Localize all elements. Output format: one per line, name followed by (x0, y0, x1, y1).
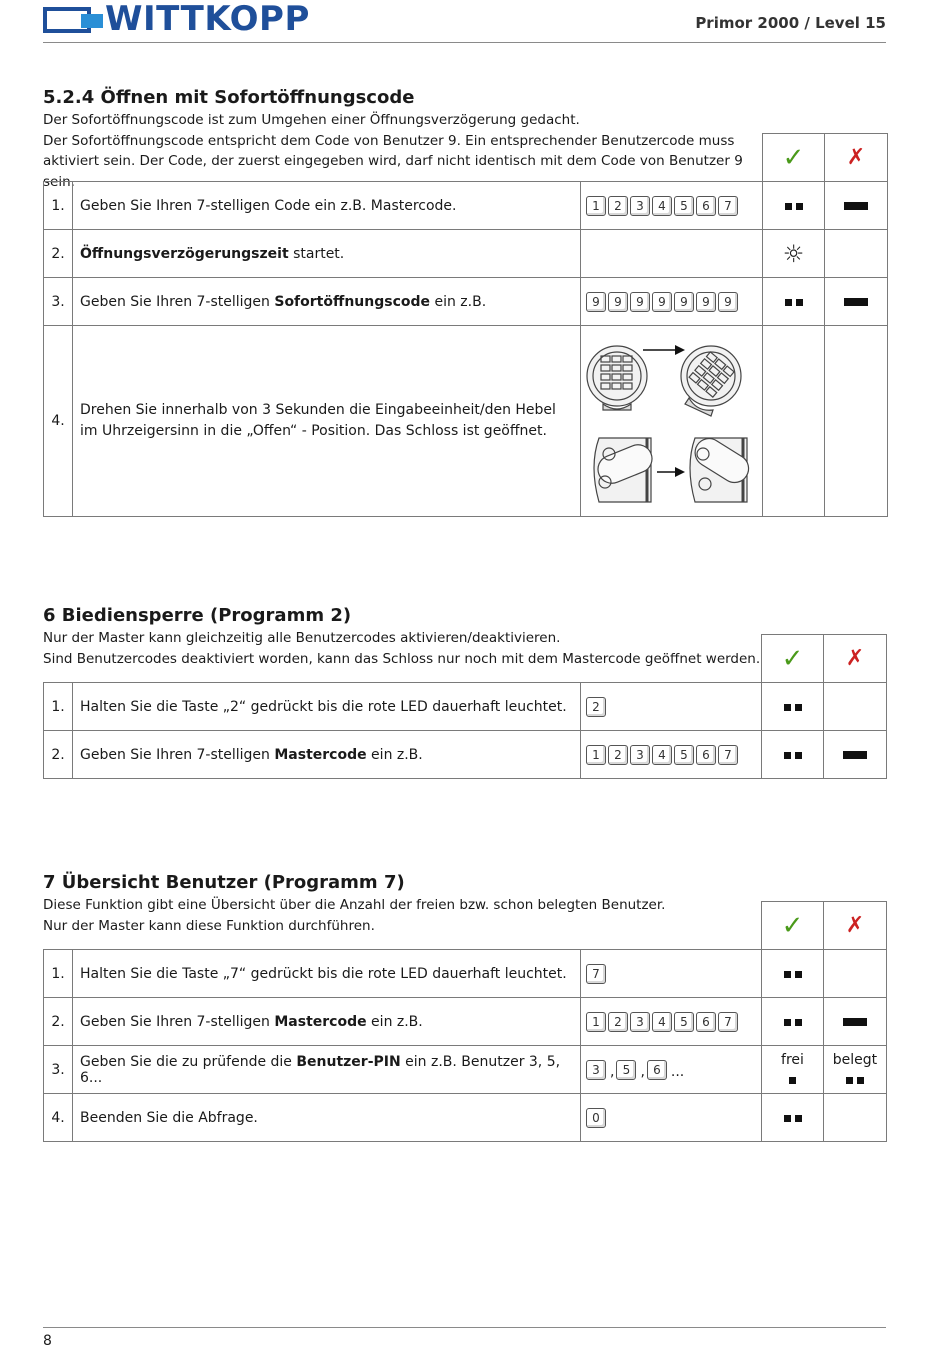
led-double-icon (844, 1072, 866, 1088)
table-row (44, 326, 888, 517)
step-text-bold: Mastercode (274, 746, 367, 763)
steps-table (43, 634, 887, 779)
keypad-keys (581, 182, 763, 230)
step-text (73, 1046, 581, 1094)
step-number: 4. (44, 1094, 73, 1142)
step-text (73, 326, 581, 517)
key-icon: 9 (652, 292, 672, 312)
led-bar-icon (824, 731, 887, 779)
step-text (73, 230, 581, 278)
table-row (44, 950, 887, 998)
step-text-part: Drehen Sie innerhalb von 3 Sekunden die Eingabeeinheit/den Hebel im Uhrzeigersinn in die „Offen“ - Position. Das Schloss ist geöffnet. (80, 402, 556, 439)
keypad-keys (581, 731, 762, 779)
key-icon: 5 (674, 745, 694, 765)
step-text-part: ein z.B. (366, 746, 423, 763)
free-indicator (762, 1046, 824, 1094)
steps-table (43, 133, 888, 517)
footer-divider (43, 1327, 886, 1328)
led-double-icon (762, 1094, 824, 1142)
key-icon: 4 (652, 196, 672, 216)
key-icon: 4 (652, 745, 672, 765)
key-ellipsis: ... (670, 1063, 685, 1080)
table-row (44, 1094, 887, 1142)
led-double-icon (762, 683, 824, 731)
key-icon: 1 (586, 196, 606, 216)
key-icon: 3 (630, 745, 650, 765)
table-row (44, 278, 888, 326)
table-row (44, 683, 887, 731)
key-icon: 3 (630, 1012, 650, 1032)
empty-cell (825, 230, 888, 278)
section-title: 7 Übersicht Benutzer (Programm 7) (43, 872, 405, 893)
step-text-part: Geben Sie die zu prüfende die (80, 1053, 297, 1070)
key-separator: , (610, 1063, 615, 1080)
step-text-bold: Öffnungsverzögerungszeit (80, 245, 289, 262)
document-title: Primor 2000 / Level 15 (695, 14, 886, 32)
keypad-keys (581, 1094, 762, 1142)
error-column-header (824, 635, 887, 683)
key-separator: , (640, 1063, 645, 1080)
key-icon: 5 (674, 1012, 694, 1032)
ok-column-header (762, 635, 824, 683)
key-icon: 0 (586, 1108, 606, 1128)
key-icon: 7 (718, 1012, 738, 1032)
key-icon: 3 (630, 196, 650, 216)
key-icon: 6 (696, 1012, 716, 1032)
table-row (44, 998, 887, 1046)
keypad-keys (581, 998, 762, 1046)
key-icon: 9 (630, 292, 650, 312)
lock-rotation-icon (581, 326, 762, 512)
brand-name: WITTKOPP (105, 0, 310, 39)
error-column-header (824, 902, 887, 950)
step-text (73, 278, 581, 326)
led-bar-icon (825, 182, 888, 230)
step-text-part: Beenden Sie die Abfrage. (80, 1109, 258, 1126)
led-double-icon (763, 278, 825, 326)
step-number: 3. (44, 1046, 73, 1094)
step-text-part: ein z.B. (430, 293, 487, 310)
step-text (73, 182, 581, 230)
key-icon: 9 (674, 292, 694, 312)
key-icon: 6 (647, 1060, 667, 1080)
led-double-icon (762, 998, 824, 1046)
step-number: 3. (44, 278, 73, 326)
key-icon: 6 (696, 196, 716, 216)
led-double-icon (763, 182, 825, 230)
key-icon: 2 (608, 745, 628, 765)
step-number: 1. (44, 683, 73, 731)
step-text (73, 683, 581, 731)
key-icon: 5 (616, 1060, 636, 1080)
step-text-part: startet. (288, 245, 345, 262)
intro-line: Nur der Master kann diese Funktion durchführen. (43, 917, 375, 934)
lock-rotation-illustration (581, 326, 763, 517)
step-text-part: Geben Sie Ihren 7-stelligen (80, 1013, 275, 1030)
empty-cell (824, 950, 887, 998)
keypad-keys (581, 950, 762, 998)
error-column-header (825, 134, 888, 182)
free-label: frei (781, 1051, 804, 1068)
step-text-part: ein z.B. (366, 1013, 423, 1030)
table-row (44, 1046, 887, 1094)
check-icon: ✓ (781, 910, 804, 941)
step-text (73, 998, 581, 1046)
keypad-keys (581, 278, 763, 326)
led-single-icon (787, 1072, 798, 1088)
step-text-part: ein z.B. Benutzer 3, 5, 6... (80, 1053, 561, 1086)
keypad-keys (581, 1046, 762, 1094)
ok-column-header (762, 902, 824, 950)
step-number: 1. (44, 182, 73, 230)
led-double-icon (762, 950, 824, 998)
key-icon: 7 (718, 196, 738, 216)
sun-icon: ☼ (763, 230, 825, 278)
led-bar-icon (825, 278, 888, 326)
step-number: 2. (44, 230, 73, 278)
step-text-part: Geben Sie Ihren 7-stelligen (80, 293, 275, 310)
empty-cell (825, 326, 888, 517)
page-number: 8 (43, 1333, 52, 1349)
step-text-part: Halten Sie die Taste „7“ gedrückt bis die rote LED dauerhaft leuchtet. (80, 965, 567, 982)
section-title: 5.2.4 Öffnen mit Sofortöffnungscode (43, 87, 415, 108)
key-icon: 1 (586, 745, 606, 765)
steps-table (43, 901, 887, 1142)
empty-cell (824, 1094, 887, 1142)
cross-icon: ✗ (845, 913, 865, 938)
key-icon: 6 (696, 745, 716, 765)
key-icon: 9 (608, 292, 628, 312)
key-icon: 1 (586, 1012, 606, 1032)
keypad-keys (581, 230, 763, 278)
keypad-keys (581, 683, 762, 731)
ok-column-header (763, 134, 825, 182)
key-icon: 4 (652, 1012, 672, 1032)
cross-icon: ✗ (845, 646, 865, 671)
table-row (44, 182, 888, 230)
key-icon: 3 (586, 1060, 606, 1080)
check-icon: ✓ (781, 643, 804, 674)
led-double-icon (762, 731, 824, 779)
intro-line: Sind Benutzercodes deaktiviert worden, kann das Schloss nur noch mit dem Mastercode geöffnet werden. (43, 650, 761, 667)
occupied-label: belegt (832, 1051, 878, 1068)
header-divider (43, 42, 886, 43)
key-icon: 9 (696, 292, 716, 312)
table-row (44, 731, 887, 779)
empty-cell (763, 326, 825, 517)
intro-line: Diese Funktion gibt eine Übersicht über die Anzahl der freien bzw. schon belegten Benutzer. (43, 897, 666, 913)
step-number: 2. (44, 998, 73, 1046)
section-title: 6 Biediensperre (Programm 2) (43, 605, 352, 626)
key-icon: 9 (586, 292, 606, 312)
key-icon: 5 (674, 196, 694, 216)
key-icon: 2 (608, 1012, 628, 1032)
empty-cell (824, 683, 887, 731)
step-number: 1. (44, 950, 73, 998)
step-number: 4. (44, 326, 73, 517)
step-text-part: Halten Sie die Taste „2“ gedrückt bis die rote LED dauerhaft leuchtet. (80, 698, 567, 715)
brand-logo (43, 0, 333, 39)
step-text-bold: Sofortöffnungscode (274, 293, 431, 310)
table-row (44, 230, 888, 278)
logo-mark-fill (81, 14, 103, 28)
key-icon: 7 (586, 964, 606, 984)
intro-line: Der Sofortöffnungscode ist zum Umgehen einer Öffnungsverzögerung gedacht. (43, 112, 580, 128)
step-text (73, 950, 581, 998)
key-icon: 7 (718, 745, 738, 765)
step-text-part: Geben Sie Ihren 7-stelligen Code ein z.B. Mastercode. (80, 197, 457, 214)
intro-line: Der Sofortöffnungscode entspricht dem Code von Benutzer 9. Ein entsprechender Benutzercode muss aktiviert sein. Der Code, der zuerst eingegeben wird, darf nicht identisch mit dem Code von Benutzer 9 sein. (43, 132, 743, 190)
step-text-part: Geben Sie Ihren 7-stelligen (80, 746, 275, 763)
led-bar-icon (824, 998, 887, 1046)
key-icon: 2 (608, 196, 628, 216)
cross-icon: ✗ (846, 145, 866, 170)
key-icon: 2 (586, 697, 606, 717)
intro-line: Nur der Master kann gleichzeitig alle Benutzercodes aktivieren/deaktivieren. (43, 630, 561, 646)
step-text-bold: Benutzer-PIN (296, 1053, 401, 1070)
check-icon: ✓ (782, 142, 805, 173)
step-text (73, 731, 581, 779)
occupied-indicator (824, 1046, 887, 1094)
step-number: 2. (44, 731, 73, 779)
step-text (73, 1094, 581, 1142)
step-text-bold: Mastercode (274, 1013, 367, 1030)
key-icon: 9 (718, 292, 738, 312)
